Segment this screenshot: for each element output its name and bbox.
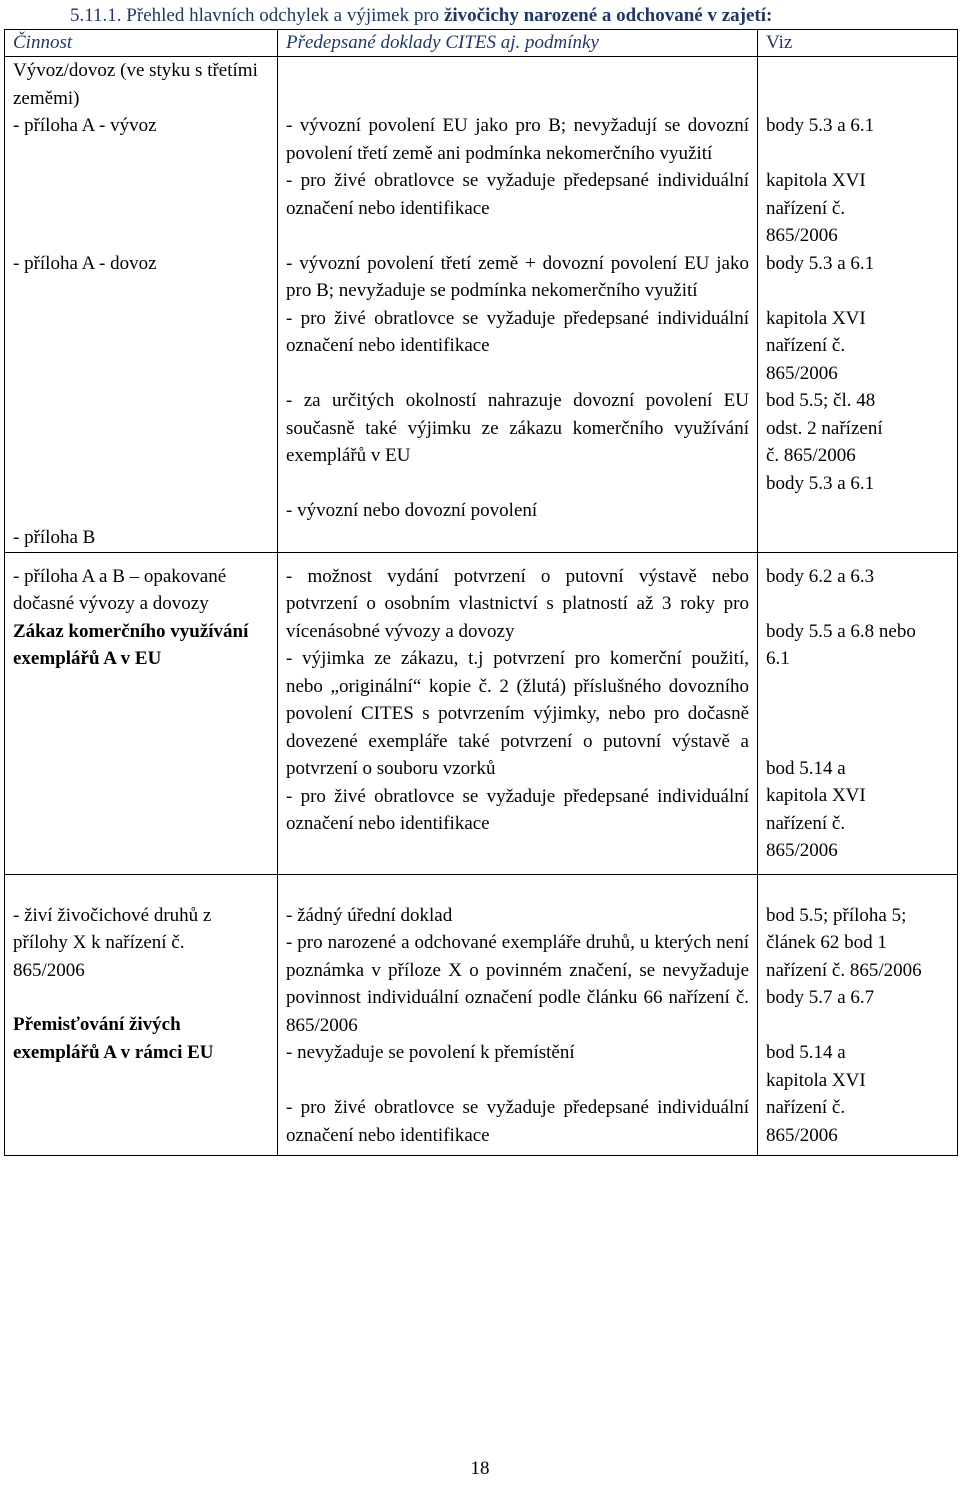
see-a-import-2: kapitola XVI nařízení č. 865/2006 xyxy=(766,307,866,384)
doc-no-movement-permit: - nevyžaduje se povolení k přemístění xyxy=(286,1042,575,1063)
activity-title: Vývoz/dovoz (ve styku s třetími zeměmi) xyxy=(13,60,258,109)
table-row xyxy=(5,552,958,874)
doc-no-document: - žádný úřední doklad xyxy=(286,904,453,926)
heading-bold-text: živočichy narozené a odchované v zajetí: xyxy=(443,5,773,26)
see-temporary: body 6.2 a 6.3 xyxy=(766,565,875,587)
header-activity: Činnost xyxy=(5,30,278,57)
doc-a-export-2: - pro živé obratlovce se vyžaduje předepsané individuální označení nebo identifikace xyxy=(286,170,749,219)
table-row xyxy=(5,874,958,1156)
doc-commercial-exemption: - výjimka ze zákazu, t.j potvrzení pro komerční použití, nebo „originální“ kopie č. 2 (žlutá) příslušného dovozního povolení CITES s potvrzením výjimky, nebo pro dočasně dovezené exempláře také potvrzení o putovní výstavě a potvrzení o souboru vzorků xyxy=(286,648,749,779)
see-b: body 5.3 a 6.1 xyxy=(766,472,875,494)
see-cell xyxy=(758,552,958,874)
see-movement: body 5.7 a 6.7 xyxy=(766,987,875,1008)
see-a-import-1: body 5.3 a 6.1 xyxy=(766,252,875,274)
see-a-export-2: kapitola XVI nařízení č. 865/2006 xyxy=(766,170,866,246)
see-cell xyxy=(758,57,958,553)
page-number: 18 xyxy=(470,1458,490,1479)
activity-cell xyxy=(5,57,278,553)
see-vertebrate-marking: bod 5.14 a kapitola XVI nařízení č. 865/2006 xyxy=(766,1042,866,1146)
heading-text: 5.11.1. Přehled hlavních odchylek a výjimek pro xyxy=(70,5,444,26)
section-heading xyxy=(70,2,950,29)
activity-cell xyxy=(5,552,278,874)
header-documents: Předepsané doklady CITES aj. podmínky xyxy=(278,30,758,57)
cites-exceptions-table xyxy=(4,29,958,1156)
activity-movement: Přemisťování živých exemplářů A v rámci EU xyxy=(13,1014,214,1063)
documents-cell xyxy=(278,57,758,553)
activity-annex-a-export: - příloha A - vývoz xyxy=(13,115,157,136)
see-marking: bod 5.14 a kapitola XVI nařízení č. 865/2006 xyxy=(766,757,866,861)
doc-a-import-2: - pro živé obratlovce se vyžaduje předepsané individuální označení nebo identifikace xyxy=(286,307,749,356)
activity-commercial-ban: Zákaz komerčního využívání exemplářů A v EU xyxy=(13,620,249,669)
activity-annex-a-import: - příloha A - dovoz xyxy=(13,252,157,274)
table-row xyxy=(5,57,958,553)
doc-marking: - pro živé obratlovce se vyžaduje předepsané individuální označení nebo identifikace xyxy=(286,785,749,834)
see-cell xyxy=(758,874,958,1156)
activity-annex-x: - živí živočichové druhů z přílohy X k nařízení č. 865/2006 xyxy=(13,904,212,981)
doc-b: - vývozní nebo dovozní povolení xyxy=(286,500,538,521)
doc-no-marking: - pro narozené a odchované exempláře druhů, u kterých není poznámka v příloze X o povinném značení, se nevyžaduje povinnost individuální označení podle článku 66 nařízení č. 865/2006 xyxy=(286,932,749,1036)
activity-annex-b: - příloha B xyxy=(13,527,96,548)
see-commercial: body 5.5 a 6.8 nebo 6.1 xyxy=(766,620,916,669)
see-a-import-3: bod 5.5; čl. 48 odst. 2 nařízení č. 865/2006 xyxy=(766,390,883,466)
table-header-row xyxy=(5,30,958,57)
doc-a-import-1: - vývozní povolení třetí země + dovozní povolení EU jako pro B; nevyžaduje se podmínka nekomerčního využití xyxy=(286,252,749,301)
header-see: Viz xyxy=(758,30,958,57)
doc-vertebrate-marking: - pro živé obratlovce se vyžaduje předepsané individuální označení nebo identifikace xyxy=(286,1097,749,1146)
doc-temporary: - možnost vydání potvrzení o putovní výstavě nebo potvrzení o osobním vlastnictví s platností až 3 roky pro vícenásobné vývozy a dovozy xyxy=(286,565,749,642)
activity-cell xyxy=(5,874,278,1156)
activity-temporary: - příloha A a B – opakované dočasné vývozy a dovozy xyxy=(13,565,227,614)
doc-a-import-3: - za určitých okolností nahrazuje dovozní povolení EU současně také výjimku ze zákazu komerčního využívání exemplářů v EU xyxy=(286,390,749,466)
see-a-export-1: body 5.3 a 6.1 xyxy=(766,115,875,136)
documents-cell xyxy=(278,552,758,874)
see-annex-x: bod 5.5; příloha 5; článek 62 bod 1 nařízení č. 865/2006 xyxy=(766,904,922,981)
documents-cell xyxy=(278,874,758,1156)
doc-a-export-1: - vývozní povolení EU jako pro B; nevyžadují se dovozní povolení třetí země ani podmínka nekomerčního využití xyxy=(286,115,749,164)
